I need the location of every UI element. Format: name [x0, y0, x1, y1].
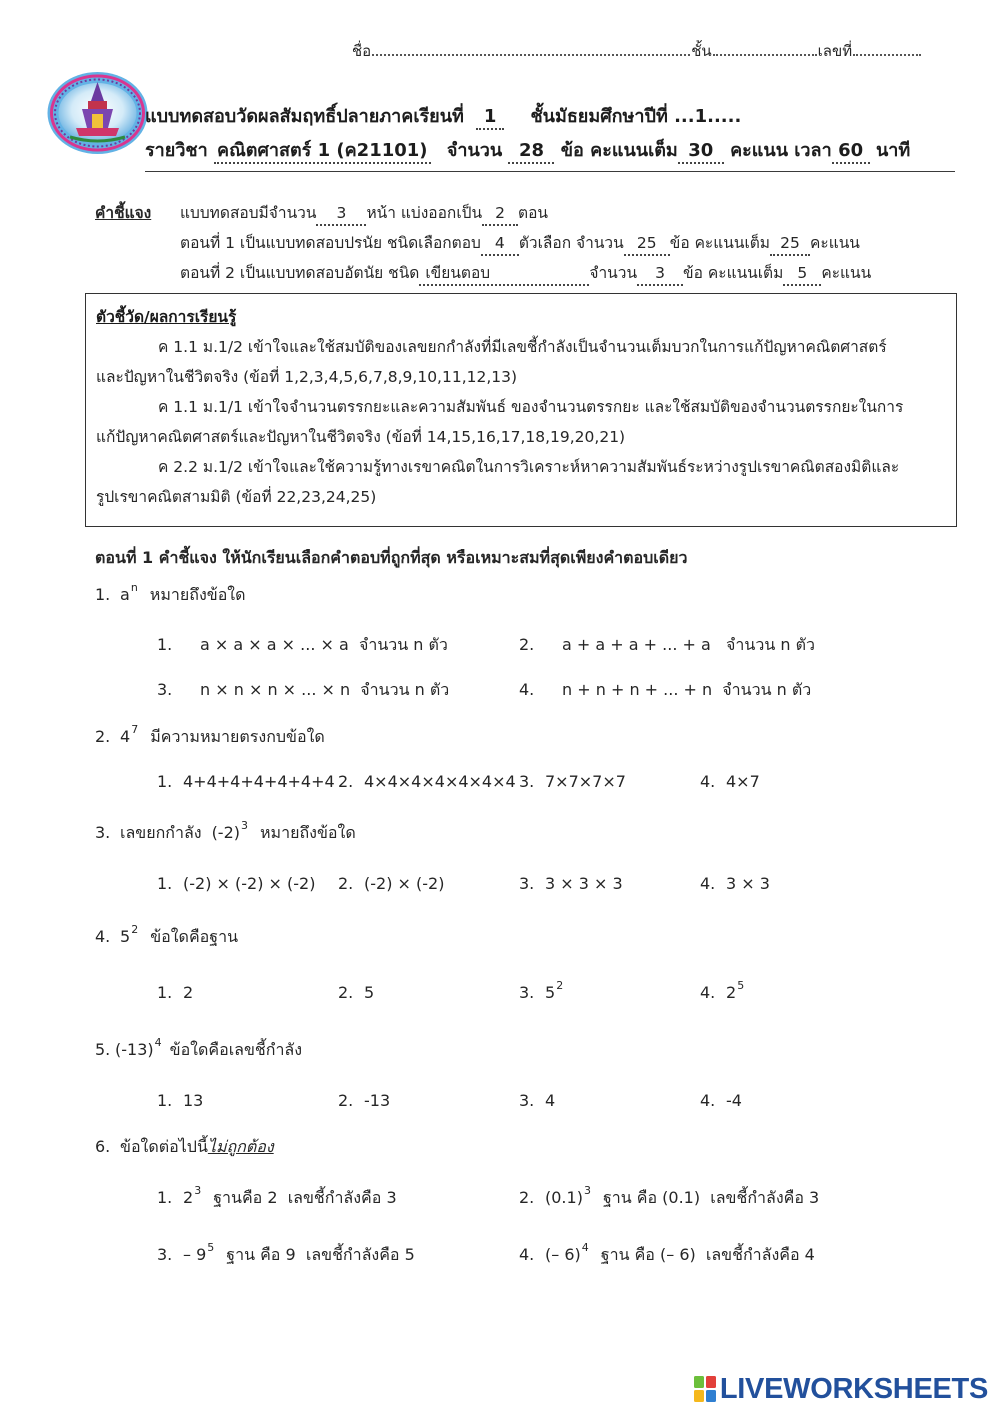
- option-text: 5: [364, 983, 375, 1002]
- instructions-text: ข้อ คะแนนเต็ม: [683, 264, 784, 282]
- indicator-item-3-line-2: รูปเรขาคณิตสามมิติ (ข้อที่ 22,23,24,25): [96, 488, 377, 506]
- instructions-text: คะแนน: [810, 234, 860, 252]
- liveworksheets-logo: [694, 1372, 988, 1406]
- question-2: [95, 724, 325, 750]
- question-exponent: 4: [154, 1036, 162, 1049]
- option-text: 4: [545, 1091, 556, 1110]
- question-text: หมายถึงข้อใด: [149, 585, 246, 604]
- score-label: คะแนนเต็ม: [590, 140, 678, 161]
- option-number: 4.: [700, 772, 716, 791]
- question-base: a: [120, 585, 130, 604]
- part-1-heading: ตอนที่ 1 คำชี้แจง ให้นักเรียนเลือกคำตอบที่ถูกที่สุด หรือเหมาะสมที่สุดเพียงคำตอบเดียว: [95, 548, 688, 567]
- number-label: เลขที่: [817, 42, 853, 60]
- option-text: 13: [183, 1091, 204, 1110]
- option-number: 3.: [157, 680, 173, 699]
- question-6-option-4: [519, 1242, 815, 1268]
- instructions-text: แบบทดสอบมีจำนวน: [180, 204, 317, 222]
- option-number: 3.: [157, 1245, 173, 1264]
- subject-line: [145, 138, 910, 164]
- question-base: 5: [120, 927, 131, 946]
- student-info-line: [352, 40, 922, 62]
- question-exponent: 2: [131, 923, 139, 936]
- question-6-option-2: [519, 1185, 819, 1211]
- question-base: (-13): [115, 1040, 154, 1059]
- option-text: 4+4+4+4+4+4+4: [183, 772, 335, 791]
- question-6-option-3: [157, 1242, 415, 1268]
- question-text: หมายถึงข้อใด: [260, 823, 356, 842]
- question-text: มีความหมายตรงกบข้อใด: [150, 727, 325, 746]
- option-number: 2.: [338, 983, 354, 1002]
- subject-label: รายวิชา: [145, 140, 208, 161]
- question-2-options: [0, 769, 1000, 795]
- instructions-text: ข้อ คะแนนเต็ม: [669, 234, 771, 252]
- exam-title: แบบทดสอบวัดผลสัมฤทธิ์ปลายภาคเรียนที่: [145, 106, 464, 127]
- question-5-option-4: [700, 1088, 742, 1114]
- question-2-option-1: [157, 769, 335, 795]
- instructions-line-3: [95, 258, 965, 288]
- option-number: 2.: [338, 772, 354, 791]
- question-6-options-row-2: [0, 1242, 1000, 1268]
- option-number: 4.: [700, 1091, 716, 1110]
- question-4: [95, 924, 238, 950]
- instructions-label: คำชี้แจง: [95, 204, 152, 222]
- question-1-option-2: [519, 632, 815, 658]
- part1-items-value: 25: [624, 232, 670, 256]
- count-unit: ข้อ: [560, 140, 584, 161]
- option-number: 1.: [157, 1188, 173, 1207]
- option-number: 1.: [157, 1091, 173, 1110]
- option-number: 4.: [519, 680, 535, 699]
- score-value: 30: [678, 140, 724, 164]
- indicators-title: ตัวชี้วัด/ผลการเรียนรู้: [96, 308, 237, 326]
- question-number: 1.: [95, 585, 111, 604]
- question-base: (-2): [211, 823, 240, 842]
- question-4-options: [0, 980, 1000, 1006]
- question-prefix: เลขยกกำลัง: [120, 823, 202, 842]
- option-number: 2.: [519, 635, 535, 654]
- indicator-item-1-line-1: ค 1.1 ม.1/2 เข้าใจและใช้สมบัติของเลขยกกำลังที่มีเลขชี้กำลังเป็นจำนวนเต็มบวกในการแก้ปัญหาคณิตศาสตร์: [158, 338, 887, 356]
- option-text: n + n + n + ... + n จำนวน n ตัว: [562, 680, 812, 699]
- pages-value: 3: [316, 202, 366, 226]
- school-emblem-icon: [46, 71, 149, 155]
- count-value: 28: [508, 140, 554, 164]
- option-text: (-2) × (-2): [364, 874, 445, 893]
- liveworksheets-logo-icon: [694, 1375, 716, 1403]
- indicator-item-2-line-1: ค 1.1 ม.1/1 เข้าใจจำนวนตรรกยะและความสัมพันธ์ ของจำนวนตรรกยะ และใช้สมบัติของจำนวนตรรกยะในการ: [158, 398, 904, 416]
- option-number: 2.: [519, 1188, 535, 1207]
- question-2-option-2: [338, 769, 516, 795]
- option-base: (0.1): [545, 1188, 583, 1207]
- instructions-text: ตัวเลือก จำนวน: [518, 234, 624, 252]
- time-unit: นาที: [875, 140, 911, 161]
- grade-value: ...1.....: [674, 106, 742, 127]
- instructions-line-1: [95, 198, 965, 228]
- question-1-option-1: [157, 632, 448, 658]
- number-blank: [853, 46, 921, 56]
- option-text: ฐาน คือ (0.1) เลขชี้กำลังคือ 3: [602, 1188, 820, 1207]
- option-number: 1.: [157, 874, 173, 893]
- option-number: 1.: [157, 772, 173, 791]
- question-2-option-3: [519, 769, 626, 795]
- option-number: 4.: [700, 874, 716, 893]
- option-text: ฐานคือ 2 เลขชี้กำลังคือ 3: [213, 1188, 397, 1207]
- option-text: a × a × a × ... × a จำนวน n ตัว: [200, 635, 448, 654]
- option-number: 3.: [519, 983, 535, 1002]
- option-number: 2.: [338, 1091, 354, 1110]
- question-5-option-3: [519, 1088, 555, 1114]
- option-text: -13: [364, 1091, 391, 1110]
- question-exponent: n: [130, 581, 138, 594]
- question-number: 2.: [95, 727, 111, 746]
- name-label: ชื่อ: [352, 42, 372, 60]
- class-blank: [713, 46, 817, 56]
- indicators-box: [85, 293, 957, 527]
- part2-type-value: เขียนตอบ: [419, 262, 589, 286]
- question-number: 6.: [95, 1137, 111, 1156]
- question-1-options-row-2: [0, 677, 1000, 703]
- option-text: 7×7×7×7: [545, 772, 626, 791]
- instructions-text: จำนวน: [589, 264, 638, 282]
- option-number: 4.: [519, 1245, 535, 1264]
- option-base: – 9: [183, 1245, 207, 1264]
- question-emphasis: ไม่ถูกต้อง: [207, 1137, 274, 1156]
- instructions-text: ตอนที่ 1 เป็นแบบทดสอบปรนัย ชนิดเลือกตอบ: [180, 234, 481, 252]
- option-text: 3 × 3 × 3: [545, 874, 623, 893]
- option-number: 2.: [338, 874, 354, 893]
- option-number: 4.: [700, 983, 716, 1002]
- option-text: 4×4×4×4×4×4×4: [364, 772, 516, 791]
- option-base: 2: [183, 1188, 194, 1207]
- indicator-item-2-line-2: แก้ปัญหาคณิตศาสตร์และปัญหาในชีวิตจริง (ข้อที่ 14,15,16,17,18,19,20,21): [96, 428, 626, 446]
- option-text: -4: [726, 1091, 742, 1110]
- question-1-option-4: [519, 677, 811, 703]
- option-text: n × n × n × ... × n จำนวน n ตัว: [200, 680, 450, 699]
- exam-title-line: [145, 104, 741, 130]
- option-exponent: 4: [581, 1241, 589, 1254]
- question-5: [95, 1037, 302, 1063]
- question-4-option-2: [338, 980, 374, 1006]
- question-exponent: 7: [131, 723, 139, 736]
- term-value: 1: [476, 106, 504, 130]
- option-text: (-2) × (-2) × (-2): [183, 874, 316, 893]
- instructions-line-2: [95, 228, 965, 258]
- subject-value: คณิตศาสตร์ 1 (ค21101): [214, 140, 430, 164]
- option-text: 4×7: [726, 772, 760, 791]
- question-3: [95, 820, 356, 846]
- part2-score-value: 5: [783, 262, 821, 286]
- question-3-option-3: [519, 871, 623, 897]
- question-number: 4.: [95, 927, 111, 946]
- question-4-option-3: [519, 980, 563, 1006]
- instructions-text: คะแนน: [821, 264, 872, 282]
- instructions-text: ตอนที่ 2 เป็นแบบทดสอบอัตนัย ชนิด: [180, 264, 420, 282]
- option-base: 2: [726, 983, 737, 1002]
- part2-items-value: 3: [637, 262, 683, 286]
- question-number: 3.: [95, 823, 111, 842]
- question-exponent: 3: [241, 819, 248, 832]
- question-text: ข้อใดคือเลขชี้กำลัง: [169, 1040, 303, 1059]
- option-text: ฐาน คือ 9 เลขชี้กำลังคือ 5: [226, 1245, 415, 1264]
- question-5-option-1: [157, 1088, 203, 1114]
- question-1-option-3: [157, 677, 449, 703]
- question-3-option-1: [157, 871, 315, 897]
- question-prefix: ข้อใดต่อไปนี้: [120, 1137, 208, 1156]
- header-divider: [145, 171, 955, 172]
- option-exponent: 5: [207, 1241, 215, 1254]
- question-6-option-1: [157, 1185, 397, 1211]
- indicator-item-1-line-2: และปัญหาในชีวิตจริง (ข้อที่ 1,2,3,4,5,6,7,8,9,10,11,12,13): [96, 368, 518, 386]
- option-number: 3.: [519, 1091, 535, 1110]
- option-text: 2: [183, 983, 194, 1002]
- question-3-option-4: [700, 871, 770, 897]
- option-exponent: 3: [583, 1184, 591, 1197]
- instructions-text: ตอน: [518, 204, 549, 222]
- instructions-text: หน้า แบ่งออกเป็น: [366, 204, 483, 222]
- question-6-options-row-1: [0, 1185, 1000, 1211]
- count-label: จำนวน: [446, 140, 503, 161]
- question-2-option-4: [700, 769, 760, 795]
- option-number: 1.: [157, 983, 173, 1002]
- option-base: 5: [545, 983, 556, 1002]
- question-4-option-4: [700, 980, 744, 1006]
- class-label: ชั้น: [691, 42, 712, 60]
- instructions: [95, 198, 965, 288]
- question-1-options-row-1: [0, 632, 1000, 658]
- grade-label: ชั้นมัธยมศึกษาปีที่: [530, 106, 668, 127]
- question-text: ข้อใดคือฐาน: [150, 927, 238, 946]
- option-exponent: 5: [737, 979, 745, 992]
- option-exponent: 3: [194, 1184, 202, 1197]
- option-number: 3.: [519, 874, 535, 893]
- question-4-option-1: [157, 980, 193, 1006]
- option-text: ฐาน คือ (– 6) เลขชี้กำลังคือ 4: [600, 1245, 815, 1264]
- choices-value: 4: [481, 232, 519, 256]
- question-number: 5.: [95, 1040, 111, 1059]
- option-number: 3.: [519, 772, 535, 791]
- question-base: 4: [120, 727, 131, 746]
- time-value: 60: [832, 140, 870, 164]
- option-text: a + a + a + ... + a จำนวน n ตัว: [562, 635, 815, 654]
- indicator-item-3-line-1: ค 2.2 ม.1/2 เข้าใจและใช้ความรู้ทางเรขาคณิตในการวิเคราะห์หาความสัมพันธ์ระหว่างรูปเรขาคณิตสองมิติและ: [158, 458, 900, 476]
- option-base: (– 6): [545, 1245, 581, 1264]
- time-label: เวลา: [794, 140, 832, 161]
- part1-score-value: 25: [770, 232, 810, 256]
- question-5-options: [0, 1088, 1000, 1114]
- option-text: 3 × 3: [726, 874, 770, 893]
- option-number: 1.: [157, 635, 173, 654]
- question-5-option-2: [338, 1088, 390, 1114]
- question-3-option-2: [338, 871, 444, 897]
- parts-value: 2: [482, 202, 518, 226]
- score-unit: คะแนน: [730, 140, 788, 161]
- liveworksheets-brand-text: LIVEWORKSHEETS: [719, 1372, 988, 1405]
- question-6: [95, 1134, 274, 1160]
- question-3-options: [0, 871, 1000, 897]
- option-exponent: 2: [556, 979, 564, 992]
- name-blank: [372, 46, 690, 56]
- question-1: [95, 582, 246, 608]
